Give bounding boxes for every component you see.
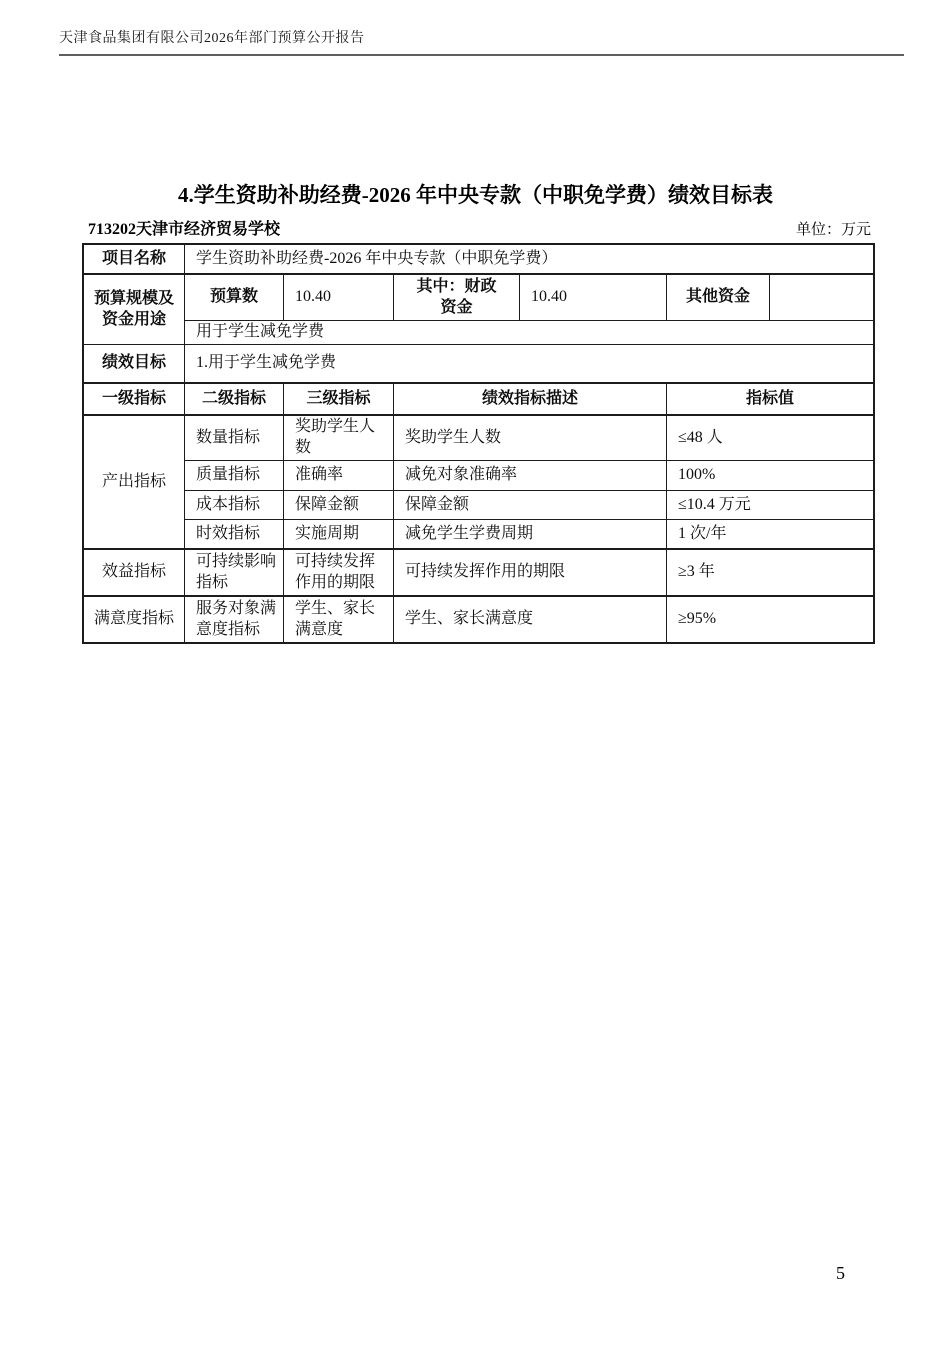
target-value: 1.用于学生减免学费 bbox=[185, 345, 873, 384]
indicator-level3: 准确率 bbox=[284, 461, 394, 491]
fiscal-funds-value: 10.40 bbox=[520, 275, 667, 321]
indicator-description: 减免学生学费周期 bbox=[394, 520, 667, 550]
indicator-level3: 奖助学生人数 bbox=[284, 416, 394, 461]
indicator-level2: 成本指标 bbox=[185, 491, 284, 520]
indicator-value: ≤48 人 bbox=[667, 416, 873, 461]
unit-label: 单位：万元 bbox=[795, 222, 871, 238]
target-label: 绩效目标 bbox=[84, 345, 185, 384]
other-funds-label: 其他资金 bbox=[667, 275, 770, 321]
indicator-level2: 服务对象满意度指标 bbox=[185, 597, 284, 642]
indicator-level3: 学生、家长满意度 bbox=[284, 597, 394, 642]
indicator-level2: 数量指标 bbox=[185, 416, 284, 461]
fiscal-funds-label: 其中：财政资金 bbox=[394, 275, 520, 321]
header-value: 指标值 bbox=[667, 384, 873, 416]
group-output-label: 产出指标 bbox=[84, 416, 185, 550]
indicator-level2: 时效指标 bbox=[185, 520, 284, 550]
header-level3: 三级指标 bbox=[284, 384, 394, 416]
indicator-level3: 实施周期 bbox=[284, 520, 394, 550]
page-title: 4.学生资助补助经费-2026 年中央专款（中职免学费）绩效目标表 bbox=[178, 183, 773, 207]
group-benefit-label: 效益指标 bbox=[84, 550, 185, 597]
indicator-value: ≤10.4 万元 bbox=[667, 491, 873, 520]
header-rule bbox=[59, 54, 904, 56]
indicator-value: ≥3 年 bbox=[667, 550, 873, 597]
org-code-name: 713202天津市经济贸易学校 bbox=[88, 221, 281, 238]
indicator-level2: 可持续影响指标 bbox=[185, 550, 284, 597]
indicator-description: 奖助学生人数 bbox=[394, 416, 667, 461]
page-number: 5 bbox=[836, 1263, 845, 1283]
budget-number-value: 10.40 bbox=[284, 275, 394, 321]
indicator-description: 可持续发挥作用的期限 bbox=[394, 550, 667, 597]
project-name-value: 学生资助补助经费-2026 年中央专款（中职免学费） bbox=[185, 245, 873, 275]
indicator-level2: 质量指标 bbox=[185, 461, 284, 491]
indicator-value: 1 次/年 bbox=[667, 520, 873, 550]
running-header: 天津食品集团有限公司2026年部门预算公开报告 bbox=[59, 31, 365, 46]
performance-target-table bbox=[82, 243, 875, 644]
header-level2: 二级指标 bbox=[185, 384, 284, 416]
budget-section-label: 预算规模及资金用途 bbox=[84, 275, 185, 345]
usage-value: 用于学生减免学费 bbox=[185, 321, 873, 345]
header-level1: 一级指标 bbox=[84, 384, 185, 416]
other-funds-value bbox=[770, 275, 873, 321]
header-description: 绩效指标描述 bbox=[394, 384, 667, 416]
indicator-description: 学生、家长满意度 bbox=[394, 597, 667, 642]
indicator-level3: 保障金额 bbox=[284, 491, 394, 520]
project-name-label: 项目名称 bbox=[84, 245, 185, 275]
budget-number-label: 预算数 bbox=[185, 275, 284, 321]
group-satisfaction-label: 满意度指标 bbox=[84, 597, 185, 642]
indicator-value: ≥95% bbox=[678, 610, 717, 628]
indicator-value: 100% bbox=[667, 461, 873, 491]
indicator-description: 减免对象准确率 bbox=[394, 461, 667, 491]
indicator-description: 保障金额 bbox=[394, 491, 667, 520]
indicator-level3: 可持续发挥作用的期限 bbox=[284, 550, 394, 597]
